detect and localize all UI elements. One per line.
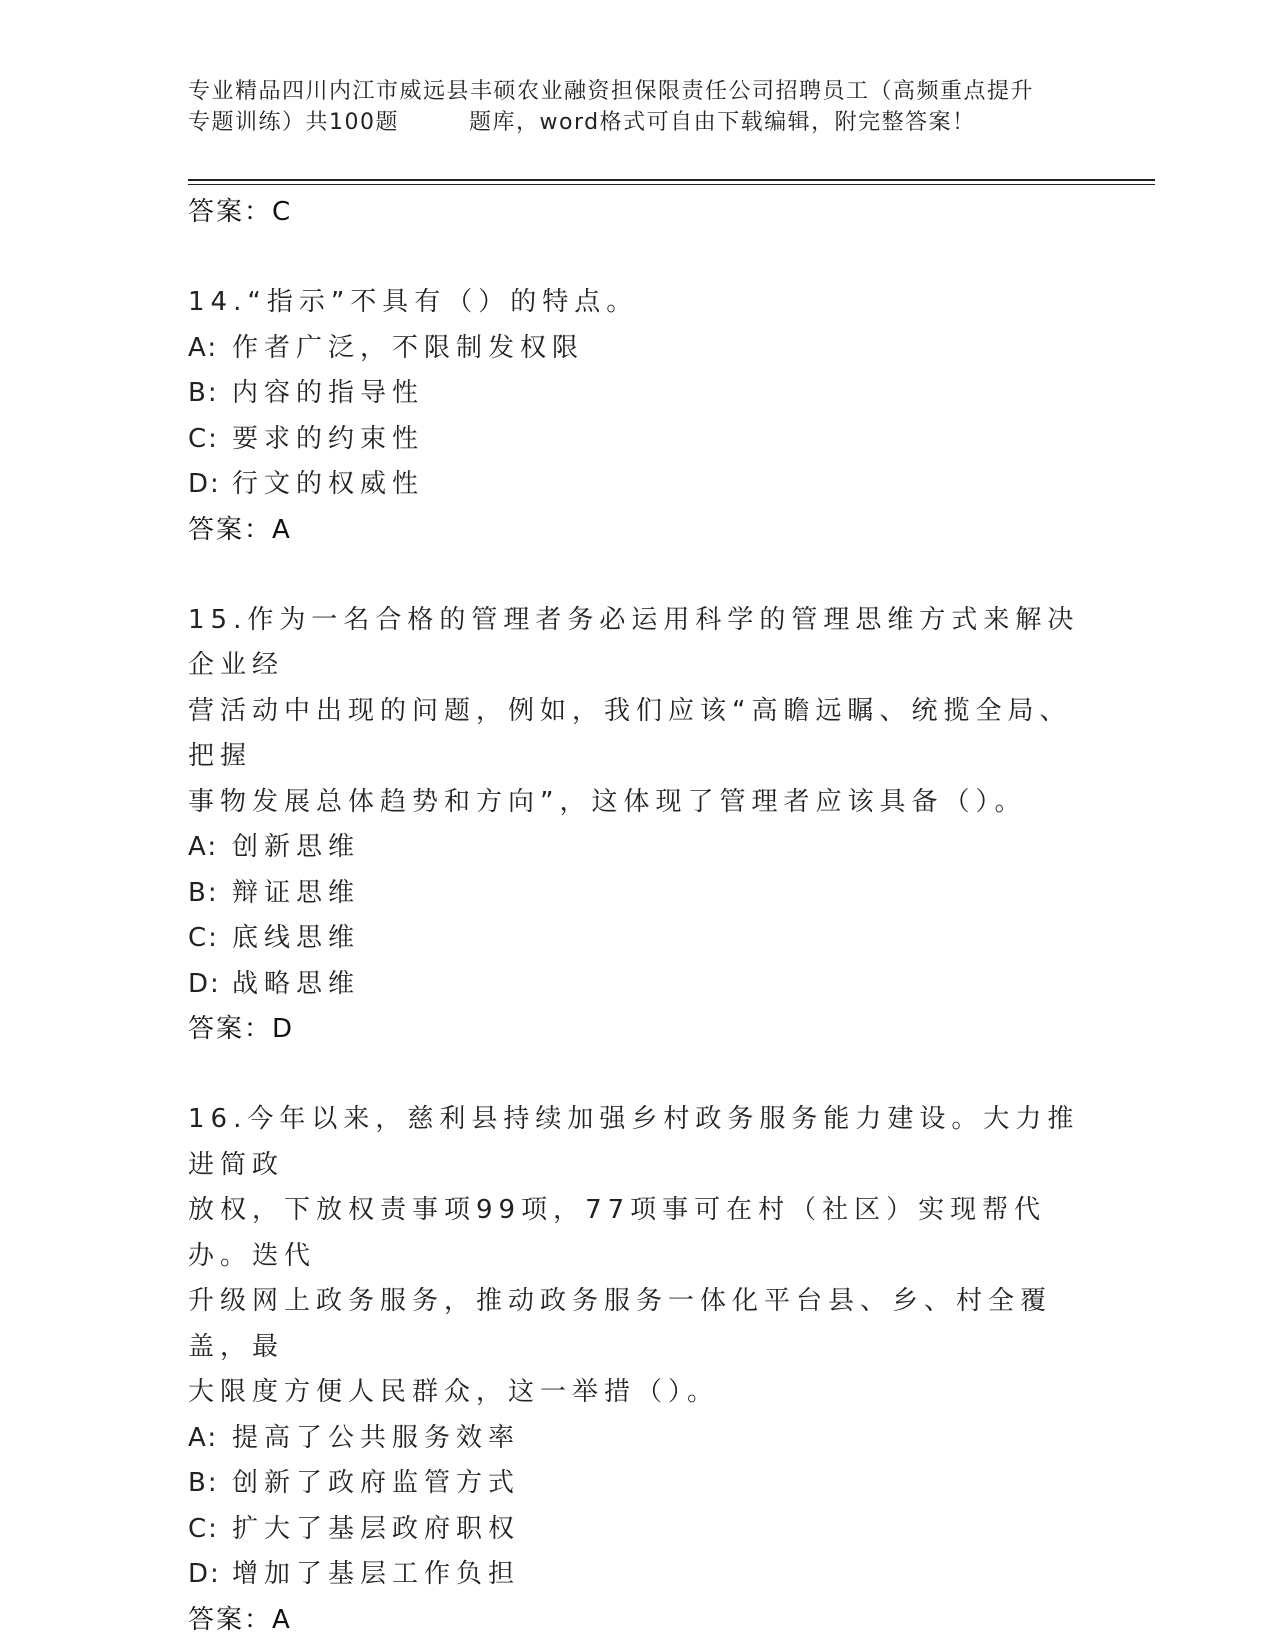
option-text: 底线思维 bbox=[232, 923, 361, 953]
option-text: 内容的指导性 bbox=[232, 378, 425, 408]
option-text: 创新了政府监管方式 bbox=[232, 1468, 521, 1498]
header-line-2 bbox=[188, 107, 1088, 138]
option-text: 扩大了基层政府职权 bbox=[232, 1513, 521, 1544]
header-line-2-right: 题库，word格式可自由下载编辑，附完整答案！ bbox=[469, 110, 976, 135]
stem-line: 事物发展总体趋势和方向”，这体现了管理者应该具备（）。 bbox=[188, 786, 1027, 817]
option-text: 要求的约束性 bbox=[232, 423, 425, 454]
option-b bbox=[188, 371, 1088, 417]
option-a bbox=[188, 825, 1088, 871]
option-text: 创新思维 bbox=[232, 832, 361, 862]
page-header bbox=[188, 76, 1088, 138]
answer: 答案：D bbox=[188, 1014, 295, 1044]
answer: 答案：A bbox=[188, 1604, 292, 1635]
answer: 答案：A bbox=[188, 514, 292, 545]
option-a bbox=[188, 326, 1088, 372]
question-14 bbox=[188, 280, 1088, 553]
option-c bbox=[188, 916, 1088, 962]
stem-line: 大限度方便人民群众，这一举措（）。 bbox=[188, 1377, 720, 1407]
option-letter: D: bbox=[188, 469, 221, 499]
question-15 bbox=[188, 598, 1088, 1053]
question-stem bbox=[188, 1097, 1088, 1416]
option-letter: C: bbox=[188, 923, 219, 953]
option-text: 增加了基层工作负担 bbox=[232, 1559, 521, 1589]
stem-line: 营活动中出现的问题，例如，我们应该“高瞻远瞩、统揽全局、把握 bbox=[188, 695, 1072, 771]
option-a bbox=[188, 1416, 1088, 1462]
option-b bbox=[188, 1461, 1088, 1507]
header-rule-thick bbox=[188, 179, 1155, 181]
option-letter: D: bbox=[188, 968, 221, 999]
answer-prev: 答案：C bbox=[188, 197, 293, 227]
question-stem: 14.“指示”不具有（）的特点。 bbox=[188, 287, 639, 317]
option-d bbox=[188, 1552, 1088, 1598]
option-text: 战略思维 bbox=[232, 968, 361, 999]
header-line-2-left: 专题训练）共100题 bbox=[188, 110, 399, 135]
option-text: 作者广泛，不限制发权限 bbox=[232, 332, 585, 363]
option-letter: A: bbox=[188, 1422, 219, 1453]
question-16 bbox=[188, 1097, 1088, 1643]
option-c bbox=[188, 417, 1088, 463]
option-c bbox=[188, 1507, 1088, 1553]
option-d bbox=[188, 462, 1088, 508]
option-letter: C: bbox=[188, 423, 219, 454]
option-b bbox=[188, 871, 1088, 917]
option-letter: A: bbox=[188, 832, 219, 862]
option-letter: B: bbox=[188, 1468, 219, 1498]
option-letter: D: bbox=[188, 1559, 221, 1589]
option-text: 辩证思维 bbox=[232, 877, 361, 908]
option-letter: B: bbox=[188, 378, 219, 408]
option-text: 行文的权威性 bbox=[232, 469, 425, 499]
header-rule-thin bbox=[188, 184, 1155, 185]
document-body bbox=[188, 190, 1088, 1643]
stem-line: 升级网上政务服务，推动政务服务一体化平台县、乡、村全覆盖，最 bbox=[188, 1286, 1053, 1362]
option-letter: B: bbox=[188, 877, 219, 908]
question-stem bbox=[188, 598, 1088, 826]
option-text: 提高了公共服务效率 bbox=[232, 1422, 521, 1453]
header-line-1: 专业精品四川内江市威远县丰硕农业融资担保限责任公司招聘员工（高频重点提升 bbox=[188, 79, 1035, 104]
stem-line: 放权，下放权责事项99项，77项事可在村（社区）实现帮代办。迭代 bbox=[188, 1195, 1047, 1271]
option-letter: C: bbox=[188, 1513, 219, 1544]
option-letter: A: bbox=[188, 332, 219, 363]
stem-line: 16.今年以来，慈利县持续加强乡村政务服务能力建设。大力推进简政 bbox=[188, 1104, 1080, 1180]
stem-line: 15.作为一名合格的管理者务必运用科学的管理思维方式来解决企业经 bbox=[188, 604, 1080, 680]
option-d bbox=[188, 962, 1088, 1008]
